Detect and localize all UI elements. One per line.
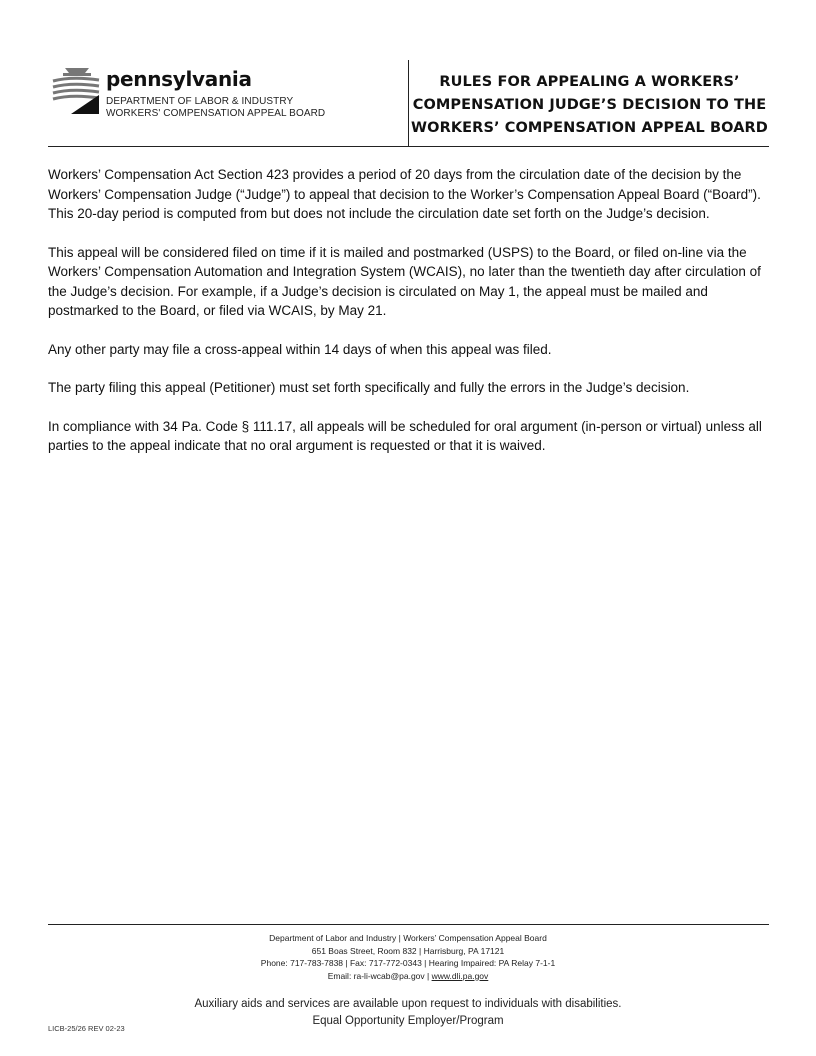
eeo-notice: Equal Opportunity Employer/Program [312,1015,504,1027]
logo-board: WORKERS' COMPENSATION APPEAL BOARD [106,108,326,119]
website-link[interactable]: www.dli.pa.gov [431,970,489,981]
header-divider [408,60,409,146]
page-title [410,71,769,140]
logo-department: DEPARTMENT OF LABOR & INDUSTRY [106,96,294,107]
accessibility-notice: Auxiliary aids and services are available upon request to individuals with disabilities. [194,998,622,1010]
paragraph-appeal-period: Workers’ Compensation Act Section 423 provides a period of 20 days from the circulation date of the decision by the Workers’ Compensation Judge (“Judge”) to appeal that decision to the Worker’s Compensation Appeal Board (“Board”). This 20-day period is computed from but does not include the circulation date set forth on the Judge’s decision. [48,167,761,221]
footer-contact [0,932,816,982]
footer-email: Email: ra-li-wcab@pa.gov | [327,970,432,981]
keystone-logo-icon [52,67,102,115]
paragraph-oral-argument: In compliance with 34 Pa. Code § 111.17, all appeals will be scheduled for oral argument (in-person or virtual) unless all parties to the appeal indicate that no oral argument is requested or that it is waived. [48,418,762,453]
footer-agency: Department of Labor and Industry | Workers’ Compensation Appeal Board [269,933,547,943]
paragraph-errors: The party filing this appeal (Petitioner) must set forth specifically and fully the errors in the Judge’s decision. [48,380,690,395]
footer-phone: Phone: 717-783-7838 | Fax: 717-772-0343 | Hearing Impaired: PA Relay 7-1-1 [260,958,556,968]
title-line: WORKERS’ COMPENSATION APPEAL BOARD [411,120,768,136]
paragraph-filing-deadline: This appeal will be considered filed on time if it is mailed and postmarked (USPS) to the Board, or filed on-line via the Workers’ Compensation Automation and Integration System (WCAIS), no later than the twentieth day after circulation of the Judge’s decision. For example, if a Judge’s decision is circulated on May 1, the appeal must be mailed and postmarked to the Board, or filed via WCAIS, by May 21. [48,244,761,318]
title-line: RULES FOR APPEALING A WORKERS’ [439,74,740,90]
paragraph-cross-appeal: Any other party may file a cross-appeal within 14 days of when this appeal was filed. [48,341,552,357]
form-id: LICB-25/26 REV 02-23 [48,1024,125,1033]
footer-email-line [0,970,816,983]
footer-address: 651 Boas Street, Room 832 | Harrisburg, PA 17121 [311,945,505,956]
title-line: COMPENSATION JUDGE’S DECISION TO THE [412,97,767,113]
footer-rule [48,924,769,925]
pa-logo [48,65,408,125]
header [48,60,769,146]
header-rule [48,146,769,147]
document-body [48,165,769,475]
logo-wordmark: pennsylvania [106,67,252,91]
